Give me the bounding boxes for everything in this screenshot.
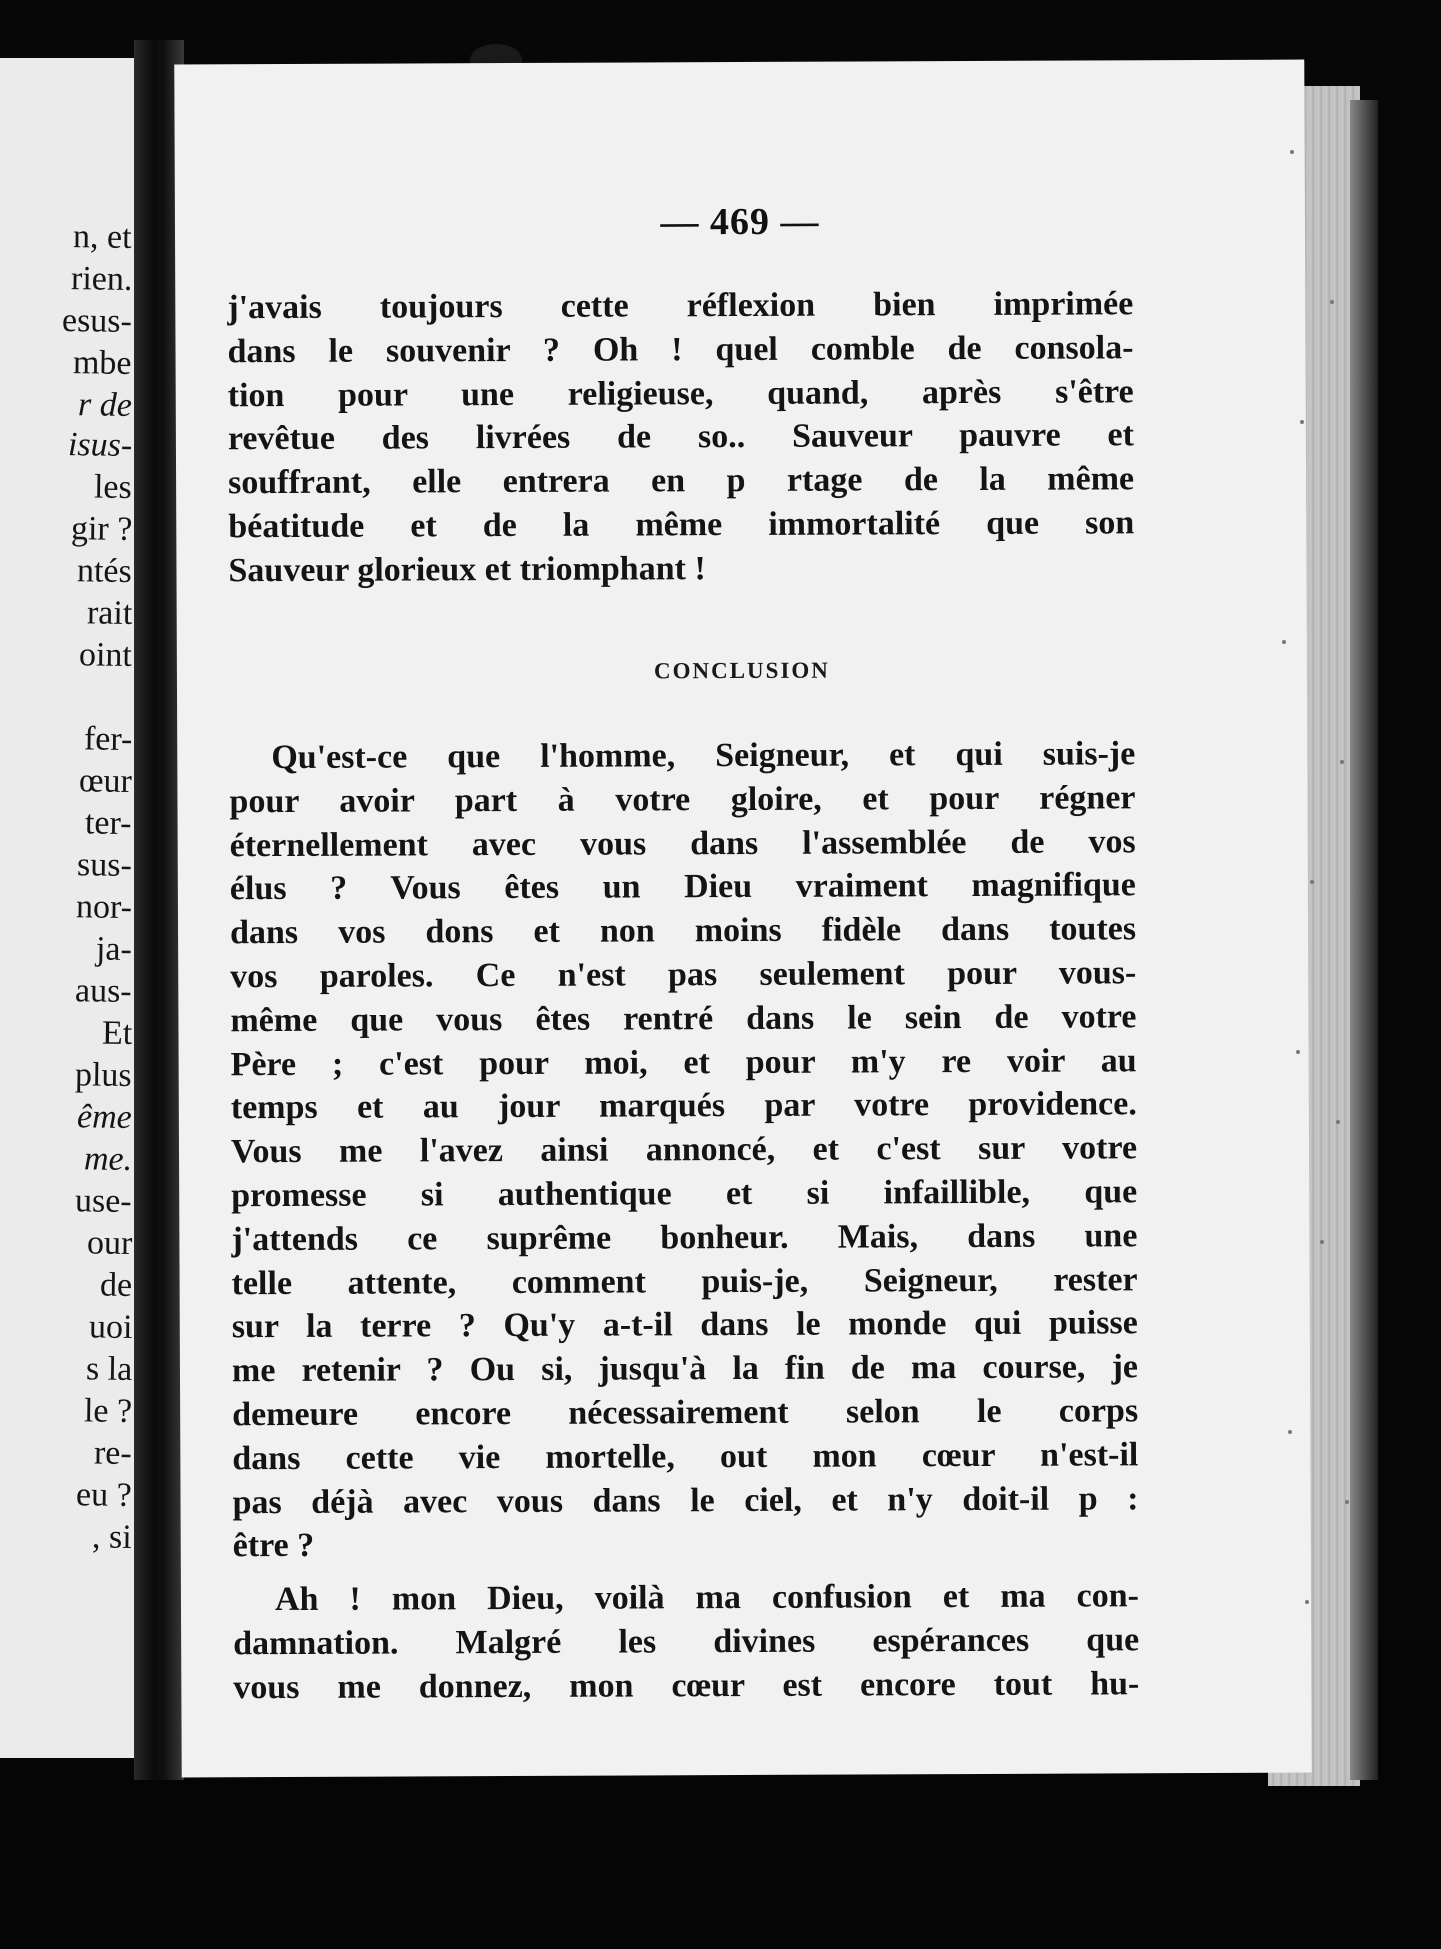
left-page-text-fragment: me. — [83, 1140, 133, 1178]
text-line: être ? — [232, 1527, 315, 1565]
left-page-text-fragment: œur — [78, 762, 133, 800]
left-page-text-fragment: ntés — [76, 552, 133, 590]
text-line: Ah ! mon Dieu, voilà ma confusion et ma con- — [274, 1577, 1140, 1619]
text-line: revêtue des livrées de so.. Sauveur pauvre et — [227, 416, 1134, 458]
text-line: même que vous êtes rentré dans le sein de votre — [230, 998, 1137, 1040]
text-line: telle attente, comment puis-je, Seigneur, rester — [231, 1260, 1138, 1302]
left-page-text-fragment: ja- — [95, 930, 133, 968]
text-line: élus ? Vous êtes un Dieu vraiment magnifique — [229, 866, 1136, 908]
scan-speck — [1320, 1240, 1324, 1244]
text-line: souffrant, elle entrera en p rtage de la même — [228, 460, 1135, 502]
scan-speck — [1290, 150, 1294, 154]
scan-speck — [1310, 880, 1314, 884]
scan-speck — [1296, 1050, 1300, 1054]
text-line: béatitude et de la même immortalité que son — [228, 504, 1135, 546]
scan-speck — [1282, 640, 1286, 644]
scan-speck — [1340, 760, 1344, 764]
left-page-text-fragment: gir ? — [70, 510, 133, 548]
left-page-text-fragment: Et — [101, 1014, 133, 1052]
left-page-text-fragment: ter- — [85, 804, 133, 842]
left-page-text-fragment: mbe — [73, 344, 133, 382]
left-page-text-fragment: s la — [85, 1350, 133, 1388]
text-line: damnation. Malgré les divines espérances que — [233, 1621, 1140, 1663]
text-line: pas déjà avec vous dans le ciel, et n'y doit-il p : — [232, 1479, 1139, 1521]
page-number: — 469 — — [660, 200, 820, 244]
text-line: éternellement avec vous dans l'assemblée de vos — [229, 822, 1136, 864]
left-page-text-fragment: rait — [86, 594, 133, 632]
text-line: tion pour une religieuse, quand, après s'être — [227, 372, 1134, 414]
text-line: vos paroles. Ce n'est pas seulement pour vous- — [230, 954, 1137, 996]
paragraph-2 — [233, 1574, 1140, 1709]
text-line: dans vos dons et non moins fidèle dans toutes — [229, 910, 1137, 952]
left-page-text-fragment: sus- — [76, 846, 133, 884]
scan-speck — [1305, 1600, 1309, 1604]
text-line: Père ; c'est pour moi, et pour m'y re voir au — [230, 1041, 1137, 1083]
text-line: Sauveur glorieux et triomphant ! — [228, 549, 706, 590]
scan-speck — [1330, 300, 1334, 304]
scan-speck — [1336, 1120, 1340, 1124]
left-page-text-fragment: use- — [75, 1182, 133, 1220]
left-page-text-fragment: re- — [94, 1434, 133, 1472]
top-paragraph — [227, 282, 1134, 593]
paragraph-1 — [229, 732, 1139, 1568]
scan-speck — [1345, 1500, 1349, 1504]
left-page-text-fragment: rien. — [70, 260, 133, 298]
left-page-text-fragment: les — [93, 468, 133, 506]
left-page-text-fragment: le ? — [83, 1392, 133, 1430]
text-line: j'attends ce suprême bonheur. Mais, dans une — [231, 1217, 1138, 1259]
text-line: sur la terre ? Qu'y a-t-il dans le monde qui puisse — [231, 1304, 1138, 1346]
left-page-text-fragment: n, et — [73, 218, 133, 256]
scan-speck — [1300, 420, 1304, 424]
left-page-text-fragment: r de — [77, 386, 133, 424]
left-page-text-fragment: esus- — [61, 302, 133, 340]
page-edge-shadow — [1350, 100, 1378, 1780]
left-page-text-fragment: de — [99, 1266, 133, 1304]
text-line: j'avais toujours cette réflexion bien imprimée — [227, 285, 1134, 327]
text-line: Vous me l'avez ainsi annoncé, et c'est sur votre — [230, 1129, 1138, 1171]
left-page-text-fragment: uoi — [88, 1308, 133, 1346]
left-facing-page — [0, 58, 136, 1758]
text-line: promesse si authentique et si infaillible, que — [231, 1173, 1138, 1215]
text-line: pour avoir part à votre gloire, et pour régner — [229, 779, 1136, 821]
left-page-text-fragment: our — [86, 1224, 133, 1262]
left-page-text-fragment: , si — [92, 1518, 133, 1556]
left-page-text-fragment: isus- — [67, 426, 133, 464]
text-line: me retenir ? Ou si, jusqu'à la fin de ma course, je — [231, 1348, 1139, 1390]
book-page — [174, 60, 1311, 1778]
text-line: dans le souvenir ? Oh ! quel comble de consola- — [227, 329, 1134, 371]
left-page-text-fragment: ême — [77, 1098, 133, 1136]
left-page-text-fragment: plus — [75, 1056, 133, 1094]
text-line: Qu'est-ce que l'homme, Seigneur, et qui suis-je — [271, 735, 1136, 777]
scan-speck — [1288, 1430, 1292, 1434]
left-page-text-fragment: nor- — [75, 888, 133, 926]
section-heading: CONCLUSION — [653, 657, 830, 684]
text-line: demeure encore nécessairement selon le corps — [232, 1392, 1139, 1434]
left-page-text-fragment: oint — [78, 636, 133, 674]
text-line: temps et au jour marqués par votre providence. — [230, 1085, 1137, 1127]
left-page-text-fragment: eu ? — [76, 1476, 133, 1514]
left-page-text-fragment: fer- — [83, 720, 133, 758]
text-line: dans cette vie mortelle, out mon cœur n'est-il — [232, 1436, 1139, 1477]
left-page-text-fragment: aus- — [75, 972, 133, 1010]
text-line: vous me donnez, mon cœur est encore tout hu- — [233, 1664, 1140, 1706]
